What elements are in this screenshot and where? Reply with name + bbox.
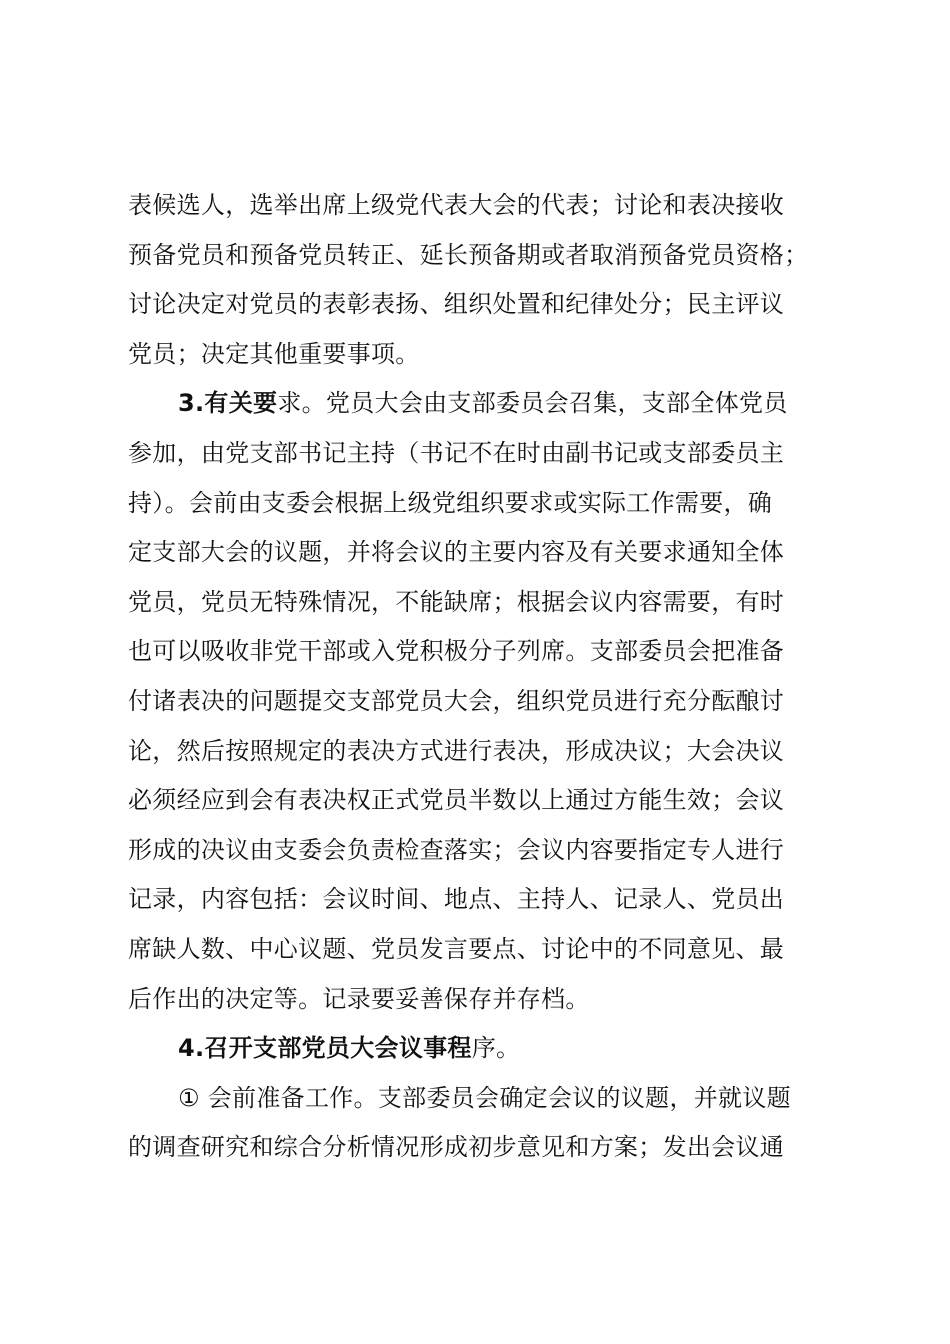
paragraph-line: 参加，由党支部书记主持（书记不在时由副书记或支部委员主 (128, 438, 785, 467)
paragraph-line: 席缺人数、中心议题、党员发言要点、讨论中的不同意见、最 (128, 934, 785, 963)
paragraph-line: 也可以吸收非党干部或入党积极分子列席。支部委员会把准备 (128, 637, 785, 666)
paragraph-line: 预备党员和预备党员转正、延长预备期或者取消预备党员资格； (128, 240, 809, 269)
paragraph-line: 的调查研究和综合分析情况形成初步意见和方案；发出会议通 (128, 1133, 785, 1162)
paragraph-line: 持）。会前由支委会根据上级党组织要求或实际工作需要，确 (128, 488, 773, 517)
section-4-heading: 4.召开支部党员大会议事程 (178, 1034, 472, 1063)
paragraph-line: 付诸表决的问题提交支部党员大会，组织党员进行充分酝酿讨 (128, 686, 785, 715)
section-3-first-line-text: 求。党员大会由支部委员会召集，支部全体党员 (277, 389, 788, 418)
section-4-heading-line (128, 1024, 836, 1074)
step-1-first-line: ① 会前准备工作。支部委员会确定会议的议题，并就议题 (178, 1083, 791, 1112)
paragraph-line: 党员，党员无特殊情况，不能缺席；根据会议内容需要，有时 (128, 587, 785, 616)
paragraph-line: 形成的决议由支委会负责检查落实；会议内容要指定专人进行 (128, 835, 785, 864)
section-3-first-line (128, 379, 836, 429)
paragraph-line: 党员；决定其他重要事项。 (128, 339, 420, 368)
document-body (128, 181, 836, 1173)
paragraph-line: 讨论决定对党员的表彰表扬、组织处置和纪律处分；民主评议 (128, 290, 785, 319)
section-3-heading: 3.有关要 (178, 389, 278, 418)
paragraph-line: 定支部大会的议题，并将会议的主要内容及有关要求通知全体 (128, 538, 785, 567)
paragraph-line: 论，然后按照规定的表决方式进行表决，形成决议；大会决议 (128, 736, 785, 765)
paragraph-line: 必须经应到会有表决权正式党员半数以上通过方能生效；会议 (128, 786, 785, 815)
paragraph-line: 表候选人，选举出席上级党代表大会的代表；讨论和表决接收 (128, 191, 785, 219)
section-4-heading-rest: 序。 (471, 1034, 521, 1063)
paragraph-line: 记录，内容包括：会议时间、地点、主持人、记录人、党员出 (128, 885, 785, 914)
paragraph-line: 后作出的决定等。记录要妥善保存并存档。 (128, 984, 590, 1013)
